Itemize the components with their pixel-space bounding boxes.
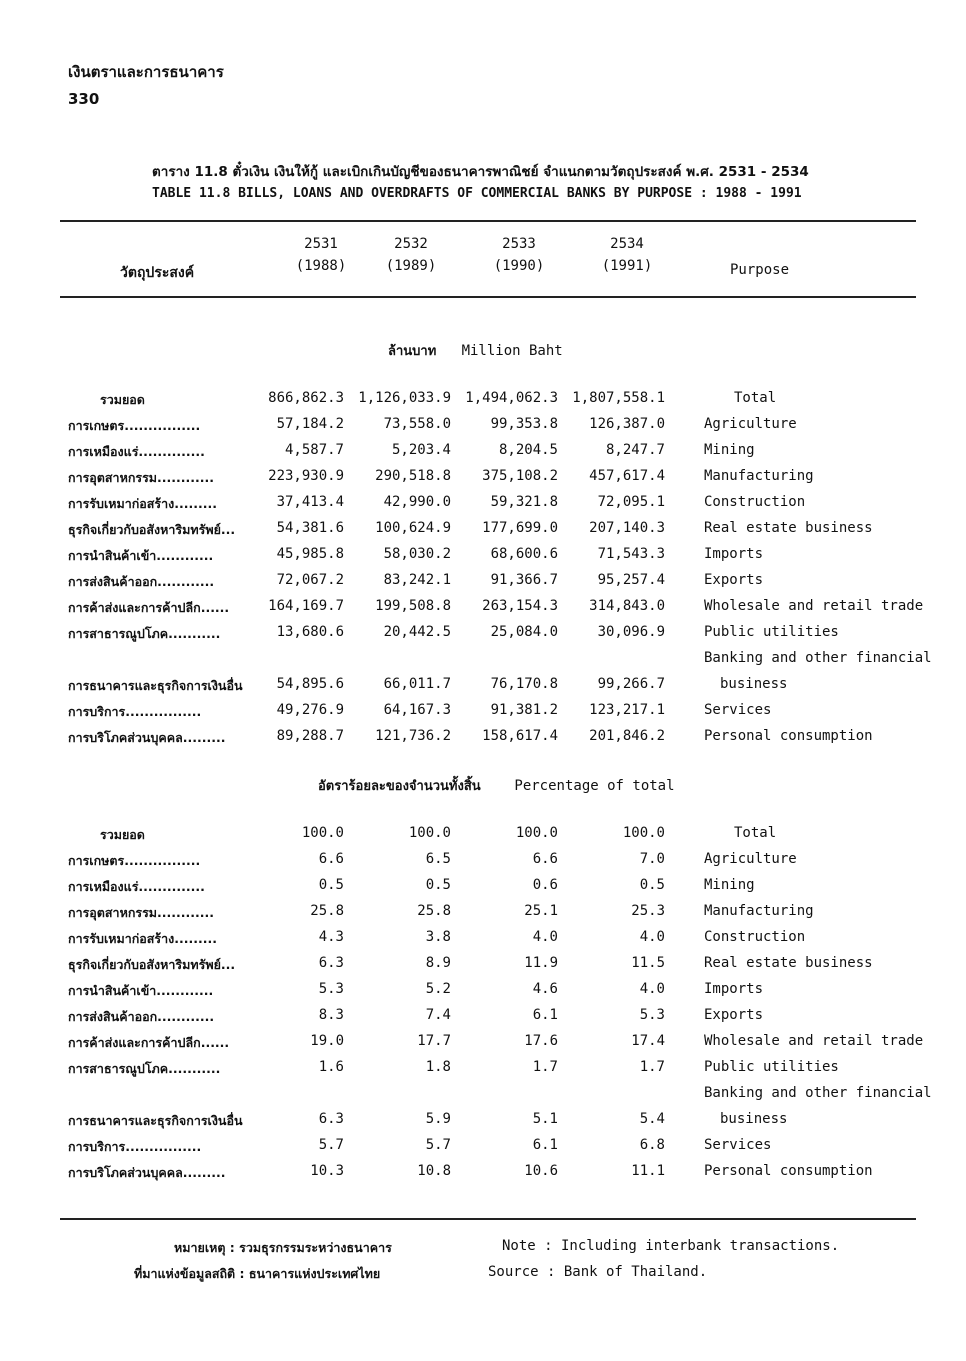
section-thai: อัตราร้อยละของจำนวนทั้งสิ้น: [318, 779, 481, 794]
purpose-thai: การค้าส่งและการค้าปลีก......: [68, 600, 230, 615]
value-cell: 0.5: [425, 877, 451, 893]
value-cell: 99,266.7: [597, 676, 665, 692]
purpose-thai: การเกษตร................: [68, 853, 201, 868]
value-cell: 8,247.7: [605, 442, 665, 458]
purpose-thai: การส่งสินค้าออก............: [68, 574, 215, 589]
value-cell: 10.3: [310, 1163, 344, 1179]
value-cell: 91,366.7: [490, 572, 558, 588]
value-cell: 5.3: [639, 1007, 665, 1023]
section-million-heading: [388, 340, 563, 361]
value-cell: 6.1: [532, 1007, 558, 1023]
value-cell: 25.3: [631, 903, 665, 919]
value-cell: 6.5: [425, 851, 451, 867]
note-thai: หมายเหตุ : รวมธุรกรรมระหว่างธนาคาร: [174, 1240, 392, 1255]
table-row-total: [0, 825, 966, 851]
value-cell: 59,321.8: [490, 494, 558, 510]
table-row: [0, 1111, 966, 1137]
table-row: [0, 1059, 966, 1085]
purpose-thai: การส่งสินค้าออก............: [68, 1009, 215, 1024]
purpose-thai: การธนาคารและธุรกิจการเงินอื่น: [68, 1113, 243, 1128]
value-cell: 66,011.7: [383, 676, 451, 692]
purpose-thai: การบริการ................: [68, 704, 202, 719]
value-cell: 4.0: [639, 981, 665, 997]
value-cell: 1.7: [532, 1059, 558, 1075]
table-row-total: [0, 390, 966, 416]
value-cell: 0.5: [318, 877, 344, 893]
note-english: Note : Including interbank transactions.: [502, 1238, 840, 1254]
section-english: Million Baht: [461, 343, 563, 359]
purpose-english: Real estate business: [704, 955, 873, 971]
purpose-thai: การนำสินค้าเข้า............: [68, 548, 214, 563]
value-cell: 45,985.8: [276, 546, 344, 562]
value-cell: 5.2: [425, 981, 451, 997]
purpose-english: Wholesale and retail trade: [704, 598, 924, 614]
footer-rule: [60, 1218, 916, 1220]
value-cell: 73,558.0: [383, 416, 451, 432]
purpose-english: Manufacturing: [704, 468, 814, 484]
table-row: [0, 598, 966, 624]
value-cell: 68,600.6: [490, 546, 558, 562]
table-row: [0, 903, 966, 929]
value-cell: 8.9: [425, 955, 451, 971]
value-cell: 95,257.4: [597, 572, 665, 588]
value-cell: 13,680.6: [276, 624, 344, 640]
purpose-english: Exports: [704, 572, 764, 588]
purpose-thai: รวมยอด: [100, 827, 145, 842]
value-cell: 49,276.9: [276, 702, 344, 718]
value-cell: 126,387.0: [589, 416, 665, 432]
value-cell: 58,030.2: [383, 546, 451, 562]
value-cell: 5.1: [532, 1111, 558, 1127]
source-english: Source : Bank of Thailand.: [488, 1264, 708, 1280]
section-english: Percentage of total: [514, 778, 675, 794]
purpose-english: Mining: [704, 877, 755, 893]
table-row: [0, 676, 966, 702]
value-cell: 83,242.1: [383, 572, 451, 588]
value-cell: 54,381.6: [276, 520, 344, 536]
value-cell: 91,381.2: [490, 702, 558, 718]
value-cell: 4,587.7: [284, 442, 344, 458]
purpose-english: Real estate business: [704, 520, 873, 536]
value-cell: 8.3: [318, 1007, 344, 1023]
year-ce: (1990): [493, 258, 545, 274]
purpose-english: Agriculture: [704, 416, 797, 432]
purpose-english: Personal consumption: [704, 1163, 873, 1179]
purpose-english: Agriculture: [704, 851, 797, 867]
value-cell: 25.8: [417, 903, 451, 919]
year-be: 2532: [394, 236, 428, 252]
column-header-thai: วัตถุประสงค์: [120, 265, 195, 281]
value-cell: 0.6: [532, 877, 558, 893]
value-cell: 72,067.2: [276, 572, 344, 588]
value-cell: 4.6: [532, 981, 558, 997]
page-number: 330: [68, 90, 100, 108]
year-ce: (1989): [385, 258, 437, 274]
table-row: [0, 955, 966, 981]
table-row: [0, 1033, 966, 1059]
table-row: [0, 728, 966, 754]
purpose-english: Mining: [704, 442, 755, 458]
table-title-english: TABLE 11.8 BILLS, LOANS AND OVERDRAFTS OF COMMERCIAL BANKS BY PURPOSE : 1988 - 1991: [152, 186, 802, 201]
value-cell: 6.6: [532, 851, 558, 867]
table-row: [0, 929, 966, 955]
purpose-thai: ธุรกิจเกี่ยวกับอสังหาริมทรัพย์...: [68, 957, 236, 972]
purpose-english: Public utilities: [704, 1059, 839, 1075]
value-cell: 6.3: [318, 1111, 344, 1127]
value-cell: 201,846.2: [589, 728, 665, 744]
purpose-thai: การรับเหมาก่อสร้าง.........: [68, 496, 217, 511]
value-cell: 71,543.3: [597, 546, 665, 562]
value-cell: 100,624.9: [375, 520, 451, 536]
value-cell: 19.0: [310, 1033, 344, 1049]
value-cell: 4.3: [318, 929, 344, 945]
purpose-english: Imports: [704, 546, 764, 562]
section-percent-heading: [318, 775, 675, 796]
table-row-continuation: [0, 1085, 966, 1111]
value-cell: 263,154.3: [482, 598, 558, 614]
value-cell: 4.0: [532, 929, 558, 945]
value-cell: 5.7: [318, 1137, 344, 1153]
value-cell: 5,203.4: [391, 442, 451, 458]
purpose-english: Exports: [704, 1007, 764, 1023]
table-row-continuation: [0, 650, 966, 676]
table-row: [0, 546, 966, 572]
header-bottom-rule: [60, 296, 916, 298]
value-cell: 1,494,062.3: [465, 390, 558, 406]
value-cell: 54,895.6: [276, 676, 344, 692]
value-cell: 314,843.0: [589, 598, 665, 614]
table-row: [0, 981, 966, 1007]
table-row: [0, 416, 966, 442]
value-cell: 11.9: [524, 955, 558, 971]
value-cell: 6.3: [318, 955, 344, 971]
purpose-english: Total: [734, 390, 777, 406]
purpose-english-line1: Banking and other financial: [704, 650, 932, 666]
value-cell: 7.4: [425, 1007, 451, 1023]
value-cell: 99,353.8: [490, 416, 558, 432]
value-cell: 20,442.5: [383, 624, 451, 640]
value-cell: 0.5: [639, 877, 665, 893]
table-row: [0, 1163, 966, 1189]
value-cell: 199,508.8: [375, 598, 451, 614]
value-cell: 457,617.4: [589, 468, 665, 484]
value-cell: 6.8: [639, 1137, 665, 1153]
section-thai: ล้านบาท: [388, 344, 437, 359]
source-thai: ที่มาแห่งข้อมูลสถิติ : ธนาคารแห่งประเทศไทย: [134, 1266, 381, 1281]
value-cell: 10.6: [524, 1163, 558, 1179]
value-cell: 57,184.2: [276, 416, 344, 432]
table-row: [0, 442, 966, 468]
purpose-thai: รวมยอด: [100, 392, 145, 407]
purpose-thai: การเหมืองแร่..............: [68, 879, 205, 894]
purpose-thai: การอุตสาหกรรม............: [68, 905, 215, 920]
value-cell: 25.8: [310, 903, 344, 919]
value-cell: 375,108.2: [482, 468, 558, 484]
value-cell: 5.3: [318, 981, 344, 997]
purpose-english: business: [720, 1111, 788, 1127]
column-header-purpose: Purpose: [730, 262, 790, 278]
value-cell: 8,204.5: [498, 442, 558, 458]
purpose-english: Wholesale and retail trade: [704, 1033, 924, 1049]
value-cell: 17.4: [631, 1033, 665, 1049]
purpose-thai: การบริการ................: [68, 1139, 202, 1154]
value-cell: 25,084.0: [490, 624, 558, 640]
table-row: [0, 702, 966, 728]
value-cell: 7.0: [639, 851, 665, 867]
value-cell: 89,288.7: [276, 728, 344, 744]
table-row: [0, 1137, 966, 1163]
value-cell: 100.0: [301, 825, 344, 841]
purpose-thai: การเหมืองแร่..............: [68, 444, 205, 459]
table-title-thai: ตาราง 11.8 ตั๋วเงิน เงินให้กู้ และเบิกเกินบัญชีของธนาคารพาณิชย์ จำแนกตามวัตถุประสงค์ พ.ศ. 2531 - 2534: [152, 164, 809, 180]
table-row: [0, 877, 966, 903]
value-cell: 30,096.9: [597, 624, 665, 640]
purpose-thai: การเกษตร................: [68, 418, 201, 433]
value-cell: 164,169.7: [268, 598, 344, 614]
value-cell: 10.8: [417, 1163, 451, 1179]
value-cell: 1,807,558.1: [572, 390, 665, 406]
col-year-1: [286, 236, 356, 274]
purpose-english: Public utilities: [704, 624, 839, 640]
table-row: [0, 1007, 966, 1033]
value-cell: 207,140.3: [589, 520, 665, 536]
value-cell: 1.6: [318, 1059, 344, 1075]
value-cell: 76,170.8: [490, 676, 558, 692]
top-rule: [60, 220, 916, 222]
value-cell: 42,990.0: [383, 494, 451, 510]
value-cell: 123,217.1: [589, 702, 665, 718]
purpose-thai: การสาธารณูปโภค...........: [68, 626, 221, 641]
value-cell: 177,699.0: [482, 520, 558, 536]
purpose-english: Construction: [704, 494, 806, 510]
value-cell: 37,413.4: [276, 494, 344, 510]
col-year-2: [376, 236, 446, 274]
year-ce: (1988): [295, 258, 347, 274]
value-cell: 158,617.4: [482, 728, 558, 744]
value-cell: 100.0: [622, 825, 665, 841]
value-cell: 1,126,033.9: [358, 390, 451, 406]
purpose-thai: การบริโภคส่วนบุคคล.........: [68, 730, 226, 745]
table-row: [0, 468, 966, 494]
value-cell: 100.0: [408, 825, 451, 841]
table-row: [0, 572, 966, 598]
table-row: [0, 520, 966, 546]
purpose-english: Services: [704, 1137, 772, 1153]
value-cell: 4.0: [639, 929, 665, 945]
value-cell: 5.7: [425, 1137, 451, 1153]
purpose-english-line1: Banking and other financial: [704, 1085, 932, 1101]
value-cell: 100.0: [515, 825, 558, 841]
value-cell: 223,930.9: [268, 468, 344, 484]
value-cell: 1.8: [425, 1059, 451, 1075]
value-cell: 11.1: [631, 1163, 665, 1179]
value-cell: 72,095.1: [597, 494, 665, 510]
col-year-4: [592, 236, 662, 274]
value-cell: 121,736.2: [375, 728, 451, 744]
year-be: 2534: [610, 236, 644, 252]
purpose-thai: ธุรกิจเกี่ยวกับอสังหาริมทรัพย์...: [68, 522, 236, 537]
value-cell: 6.6: [318, 851, 344, 867]
table-row: [0, 624, 966, 650]
purpose-thai: การธนาคารและธุรกิจการเงินอื่น: [68, 678, 243, 693]
table-row: [0, 851, 966, 877]
purpose-thai: การค้าส่งและการค้าปลีก......: [68, 1035, 230, 1050]
purpose-english: Services: [704, 702, 772, 718]
purpose-english: Total: [734, 825, 777, 841]
value-cell: 290,518.8: [375, 468, 451, 484]
purpose-thai: การนำสินค้าเข้า............: [68, 983, 214, 998]
purpose-thai: การอุตสาหกรรม............: [68, 470, 215, 485]
purpose-english: Construction: [704, 929, 806, 945]
value-cell: 3.8: [425, 929, 451, 945]
value-cell: 11.5: [631, 955, 665, 971]
purpose-english: Personal consumption: [704, 728, 873, 744]
purpose-english: Imports: [704, 981, 764, 997]
value-cell: 5.4: [639, 1111, 665, 1127]
year-be: 2533: [502, 236, 536, 252]
purpose-english: business: [720, 676, 788, 692]
value-cell: 17.7: [417, 1033, 451, 1049]
purpose-english: Manufacturing: [704, 903, 814, 919]
col-year-3: [484, 236, 554, 274]
value-cell: 64,167.3: [383, 702, 451, 718]
value-cell: 25.1: [524, 903, 558, 919]
value-cell: 1.7: [639, 1059, 665, 1075]
purpose-thai: การรับเหมาก่อสร้าง.........: [68, 931, 217, 946]
value-cell: 17.6: [524, 1033, 558, 1049]
value-cell: 5.9: [425, 1111, 451, 1127]
year-be: 2531: [304, 236, 338, 252]
value-cell: 6.1: [532, 1137, 558, 1153]
purpose-thai: การบริโภคส่วนบุคคล.........: [68, 1165, 226, 1180]
table-row: [0, 494, 966, 520]
purpose-thai: การสาธารณูปโภค...........: [68, 1061, 221, 1076]
value-cell: 866,862.3: [268, 390, 344, 406]
year-ce: (1991): [601, 258, 653, 274]
running-head: เงินตราและการธนาคาร: [68, 63, 224, 81]
